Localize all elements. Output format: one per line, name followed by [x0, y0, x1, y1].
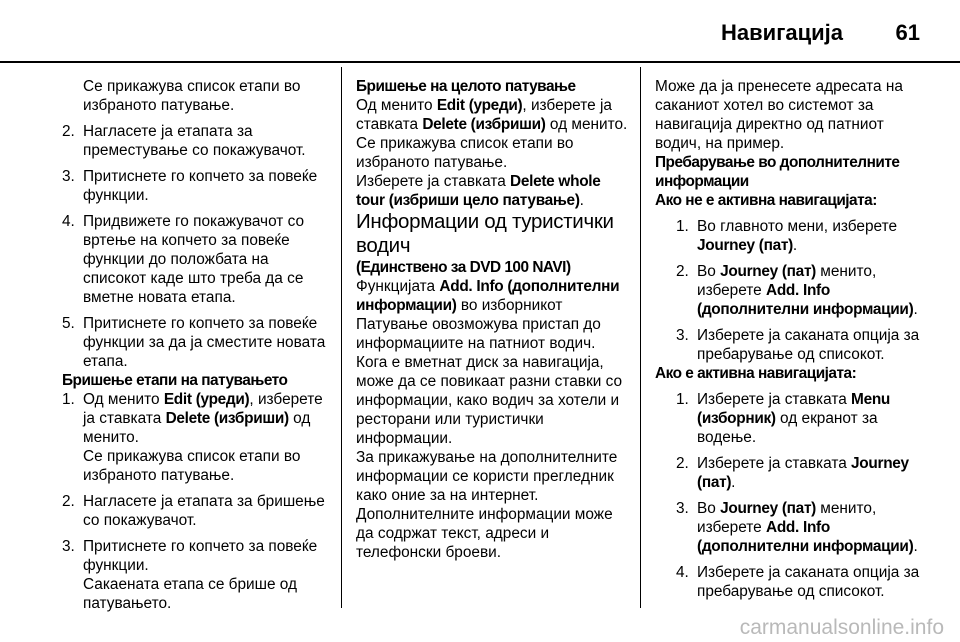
sub-heading: Ако не е активна навигацијата:	[655, 192, 877, 209]
list-item: 2. Изберете ја ставката Journey (пат).	[676, 455, 909, 491]
paragraph: Функцијата Add. Info (дополнителни информации) во изборникот Патување овозможува пристап до информациите на патниот водич. Кога е вметнат диск за навигација, може да се повикаат разни ставки со информации, како водич за хотели и ресторани или туристички информации.	[356, 278, 623, 447]
section-subheading: (Единствено за DVD 100 NAVI)	[356, 259, 571, 276]
paragraph: Изберете ја ставката Delete whole tour (избриши цело патување).	[356, 173, 601, 209]
list-item: 4. Изберете ја саканата опција за пребарување од списокот.	[676, 564, 920, 600]
list-item: 2. Во Journey (пат) менито, изберете Add. Info (дополнителни информации).	[676, 263, 918, 318]
page-header-title: Навигација	[721, 20, 843, 45]
list-item: 2. Нагласете ја етапата за преместување со покажувачот.	[62, 123, 306, 159]
section-heading: Пребарување во дополнителните информации	[655, 154, 900, 190]
list-item: 3. Притиснете го копчето за повеќе функции.	[62, 168, 318, 204]
column-1	[62, 77, 327, 613]
column-2	[356, 77, 628, 562]
column-3	[655, 77, 925, 601]
list-item: 4. Придвижете го покажувачот со вртење на копчето за повеќе функции до положбата на списокот каде што треба да се вметне новата етапа.	[62, 213, 305, 306]
section-title: Информации од туристички водич	[356, 210, 614, 257]
list-item: 1. Изберете ја ставката Menu (изборник) од екранот за водење.	[676, 391, 891, 446]
paragraph: Од менито Edit (уреди), изберете ја ставката Delete (избриши) од менито.	[356, 97, 628, 133]
sub-heading: Ако е активна навигацијата:	[655, 365, 857, 382]
column-divider	[341, 67, 342, 608]
column-divider	[640, 67, 641, 608]
list-item: 5. Притиснете го копчето за повеќе функции за да ја сместите новата етапа.	[62, 315, 326, 370]
paragraph: Се прикажува список етапи во избраното патување.	[356, 135, 574, 171]
paragraph: Се прикажува список етапи во избраното патување.	[83, 448, 301, 484]
watermark: carmanualsonline.info	[739, 616, 944, 639]
paragraph: Може да ја пренесете адресата на саканиот хотел во системот за навигација директно од патниот водич, на пример.	[655, 78, 903, 152]
header-divider	[0, 61, 960, 63]
list-item: 2. Нагласете ја етапата за бришење со покажувачот.	[62, 493, 325, 529]
section-heading: Бришење на целото патување	[356, 78, 576, 95]
paragraph: Дополнителните информации може да содржат текст, адреси и телефонски броеви.	[356, 506, 613, 561]
list-item: 1. Во главното мени, изберете Journey (пат).	[676, 218, 898, 254]
page-number: 61	[895, 20, 920, 45]
paragraph: Сакаената етапа се брише од патувањето.	[83, 576, 298, 612]
list-item: 1. Од менито Edit (уреди), изберете ја ставката Delete (избриши) од менито.	[62, 391, 323, 446]
paragraph: Се прикажува список етапи во избраното патување.	[83, 78, 301, 114]
list-item: 3. Во Journey (пат) менито, изберете Add. Info (дополнителни информации).	[676, 500, 918, 555]
section-heading: Бришење етапи на патувањето	[62, 372, 288, 389]
paragraph: За прикажување на дополнителните информации се користи прегледник како оние за на интернет.	[356, 449, 618, 504]
list-item: 3. Притиснете го копчето за повеќе функции.	[62, 538, 318, 574]
list-item: 3. Изберете ја саканата опција за пребарување од списокот.	[676, 327, 920, 363]
